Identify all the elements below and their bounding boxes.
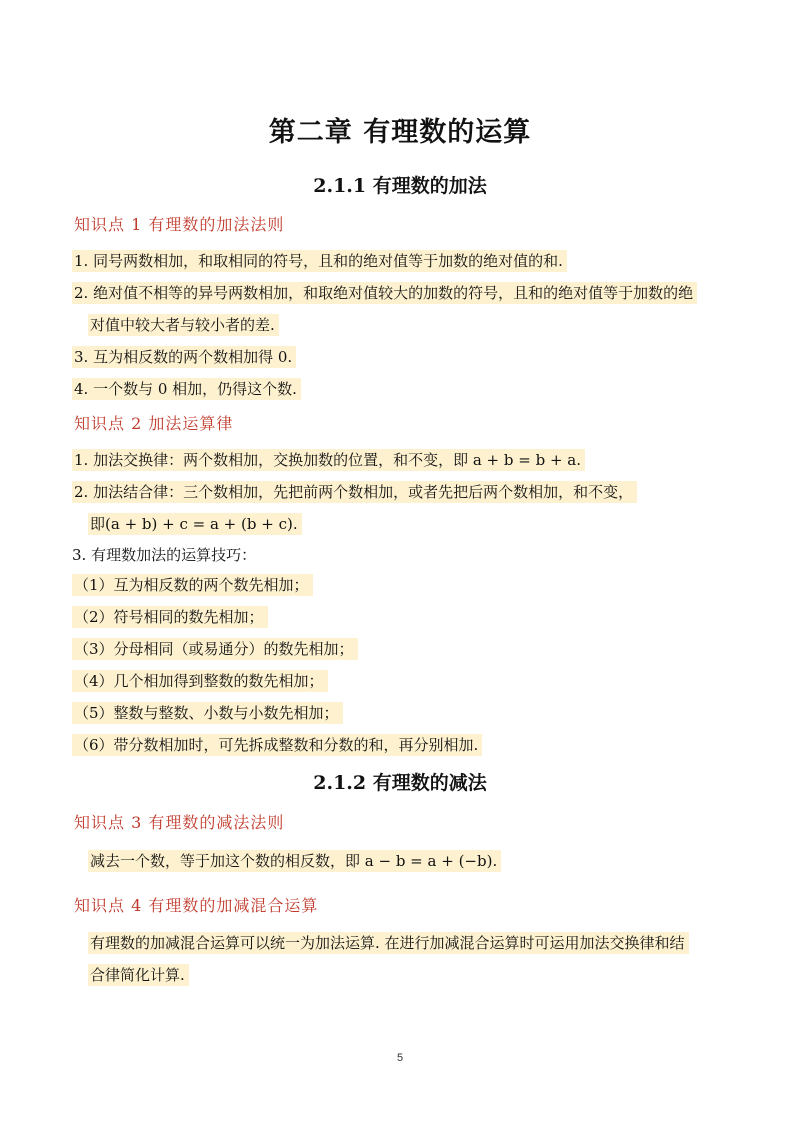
kp1-item-2-line-1: 2. 绝对值不相等的异号两数相加，和取绝对值较大的加数的符号，且和的绝对值等于加数的绝 xyxy=(72,281,697,305)
kp2-item-2-line-2: 即(a + b) + c = a + (b + c). xyxy=(88,512,302,536)
page-number: 5 xyxy=(396,1052,404,1064)
kp4-text-line-1: 有理数的加减混合运算可以统一为加法运算. 在进行加减混合运算时可运用加法交换律和结 xyxy=(88,931,689,955)
kp1-item-2-line-2: 对值中较大者与较小者的差. xyxy=(88,313,279,337)
knowledge-point-3-heading: 知识点 3 有理数的减法法则 xyxy=(74,813,285,832)
kp1-item-1: 1. 同号两数相加，和取相同的符号，且和的绝对值等于加数的绝对值的和. xyxy=(72,249,567,273)
kp2-tip-5: （5）整数与整数、小数与小数先相加； xyxy=(72,701,343,725)
section-title-2-1-1: 2.1.1 有理数的加法 xyxy=(313,175,487,197)
kp2-item-1: 1. 加法交换律：两个数相加，交换加数的位置，和不变，即 a + b = b + a. xyxy=(72,448,585,472)
kp2-tip-1: （1）互为相反数的两个数先相加； xyxy=(72,573,313,597)
kp2-tip-4: （4）几个相加得到整数的数先相加； xyxy=(72,669,328,693)
knowledge-point-1-heading: 知识点 1 有理数的加法法则 xyxy=(74,215,285,234)
kp3-text: 减去一个数，等于加这个数的相反数，即 a − b = a + (−b). xyxy=(88,849,501,873)
kp4-text-line-2: 合律简化计算. xyxy=(88,963,189,987)
kp1-item-4: 4. 一个数与 0 相加，仍得这个数. xyxy=(72,377,301,401)
section-title-2-1-2: 2.1.2 有理数的减法 xyxy=(313,772,487,794)
knowledge-point-2-heading: 知识点 2 加法运算律 xyxy=(74,414,234,433)
chapter-title: 第二章 有理数的运算 xyxy=(268,117,532,148)
kp2-item-3: 3. 有理数加法的运算技巧： xyxy=(72,546,257,564)
kp2-tip-6: （6）带分数相加时，可先拆成整数和分数的和，再分别相加. xyxy=(72,733,482,757)
kp2-tip-3: （3）分母相同（或易通分）的数先相加； xyxy=(72,637,358,661)
kp2-tip-2: （2）符号相同的数先相加； xyxy=(72,605,268,629)
kp2-item-2-line-1: 2. 加法结合律：三个数相加，先把前两个数相加，或者先把后两个数相加，和不变， xyxy=(72,480,637,504)
knowledge-point-4-heading: 知识点 4 有理数的加减混合运算 xyxy=(74,896,319,915)
kp1-item-3: 3. 互为相反数的两个数相加得 0. xyxy=(72,345,296,369)
